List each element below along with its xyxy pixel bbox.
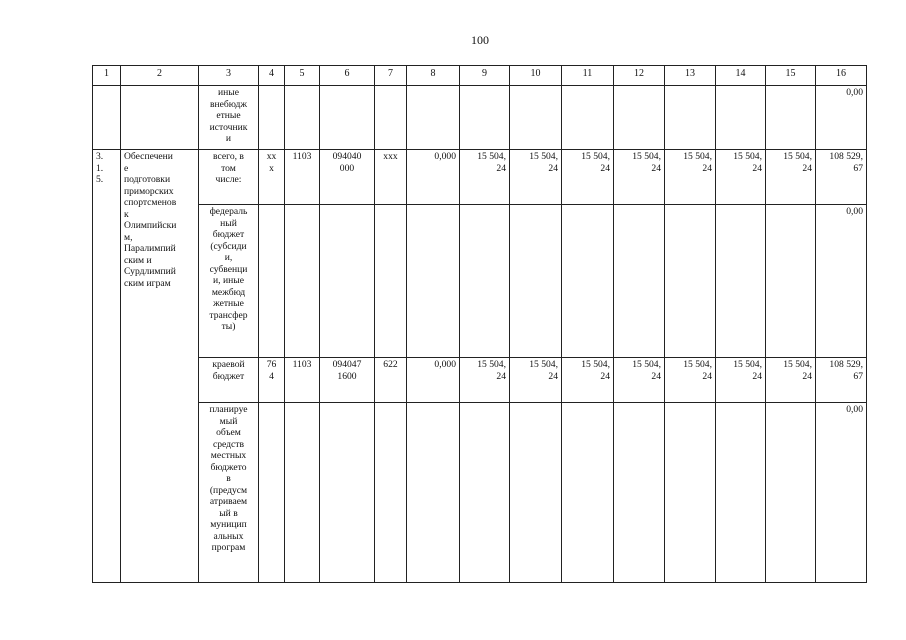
year-value: 15 504, 24: [460, 358, 510, 403]
rzpr-code: 1103: [285, 358, 320, 403]
header-cell: 8: [407, 66, 460, 86]
header-cell: 9: [460, 66, 510, 86]
total-value: 108 529, 67: [816, 150, 867, 205]
table-row-other-sources: [93, 86, 867, 150]
header-cell: 14: [716, 66, 766, 86]
total-value: 0,00: [816, 86, 867, 150]
year-value: 15 504, 24: [665, 358, 716, 403]
year-value: 15 504, 24: [510, 358, 562, 403]
table-row-federal: [93, 205, 867, 358]
funding-source: краевой бюджет: [199, 358, 259, 403]
header-cell: 11: [562, 66, 614, 86]
year-value: 15 504, 24: [716, 150, 766, 205]
funding-source: федераль ный бюджет (субсиди и, субвенци и, иные межбюд жетные трансфер ты): [199, 205, 259, 358]
item-number: 3. 1. 5.: [93, 150, 121, 583]
header-cell: 15: [766, 66, 816, 86]
total-value: 0,00: [816, 205, 867, 358]
funding-source: планируе мый объем средств местных бюджето в (предусм атриваем ый в муницип альных програм: [199, 403, 259, 583]
year-value: 15 504, 24: [510, 150, 562, 205]
rzpr-code: 1103: [285, 150, 320, 205]
year-value: 15 504, 24: [716, 358, 766, 403]
table-row-total: [93, 150, 867, 205]
empty-cell: [121, 86, 199, 150]
empty-cell: [93, 86, 121, 150]
vr-code: ххх: [375, 150, 407, 205]
page-number: 100: [471, 33, 489, 47]
header-cell: 1: [93, 66, 121, 86]
header-cell: 7: [375, 66, 407, 86]
year-value: 15 504, 24: [614, 150, 665, 205]
grbs-code: 76 4: [259, 358, 285, 403]
year-value: 15 504, 24: [614, 358, 665, 403]
col8-value: 0,000: [407, 358, 460, 403]
csr-code: 094047 1600: [320, 358, 375, 403]
header-cell: 5: [285, 66, 320, 86]
table-row-regional: [93, 358, 867, 403]
funding-source: иные внебюдж етные источник и: [199, 86, 259, 150]
header-cell: 16: [816, 66, 867, 86]
vr-code: 622: [375, 358, 407, 403]
year-value: 15 504, 24: [766, 358, 816, 403]
col8-value: 0,000: [407, 150, 460, 205]
grbs-code: хх х: [259, 150, 285, 205]
header-cell: 6: [320, 66, 375, 86]
header-cell: 3: [199, 66, 259, 86]
year-value: 15 504, 24: [562, 150, 614, 205]
year-value: 15 504, 24: [460, 150, 510, 205]
csr-code: 094040 000: [320, 150, 375, 205]
funding-source: всего, в том числе:: [199, 150, 259, 205]
table-row-local: [93, 403, 867, 583]
year-value: 15 504, 24: [766, 150, 816, 205]
header-cell: 2: [121, 66, 199, 86]
total-value: 0,00: [816, 403, 867, 583]
header-row: [93, 66, 867, 86]
total-value: 108 529, 67: [816, 358, 867, 403]
header-cell: 4: [259, 66, 285, 86]
budget-table: [92, 65, 867, 583]
header-cell: 12: [614, 66, 665, 86]
item-name: Обеспечени е подготовки приморских спортсменов к Олимпийски м, Паралимпий ским и Сурдлимпий ским играм: [121, 150, 199, 583]
year-value: 15 504, 24: [665, 150, 716, 205]
year-value: 15 504, 24: [562, 358, 614, 403]
header-cell: 13: [665, 66, 716, 86]
header-cell: 10: [510, 66, 562, 86]
